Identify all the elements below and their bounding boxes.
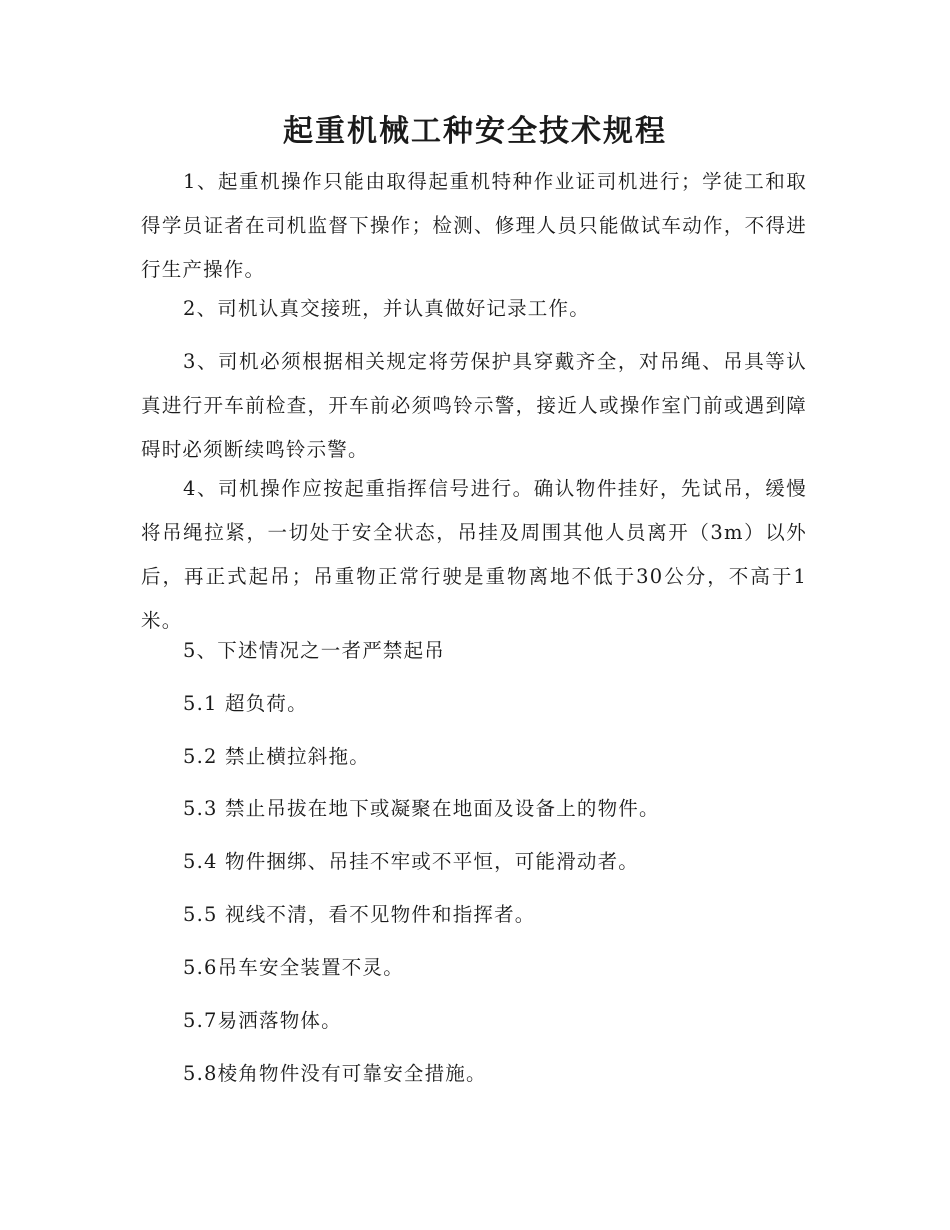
- paragraph-rule-5-5: 5.5 视线不清，看不见物件和指挥者。: [183, 903, 536, 926]
- paragraph-rule-3: 3、司机必须根据相关规定将劳保护具穿戴齐全，对吊绳、吊具等认真进行开车前检查，开车前必须鸣铃示警，接近人或操作室门前或遇到障碍时必须断续鸣铃示警。: [141, 350, 807, 461]
- paragraph-rule-4: 4、司机操作应按起重指挥信号进行。确认物件挂好，先试吊，缓慢将吊绳拉紧，一切处于安全状态，吊挂及周围其他人员离开（3m）以外后，再正式起吊；吊重物正常行驶是重物离地不低于30公分，不高于1米。: [141, 477, 807, 632]
- document-title: 起重机械工种安全技术规程: [283, 114, 667, 149]
- paragraph-rule-5-6: 5.6吊车安全装置不灵。: [183, 956, 404, 979]
- paragraph-rule-2: 2、司机认真交接班，并认真做好记录工作。: [183, 297, 590, 320]
- paragraph-rule-5: 5、下述情况之一者严禁起吊: [183, 639, 446, 662]
- paragraph-rule-5-7: 5.7易洒落物体。: [183, 1009, 342, 1032]
- paragraph-rule-5-4: 5.4 物件捆绑、吊挂不牢或不平恒，可能滑动者。: [183, 850, 640, 873]
- paragraph-rule-1: 1、起重机操作只能由取得起重机特种作业证司机进行；学徒工和取得学员证者在司机监督下操作；检测、修理人员只能做试车动作，不得进行生产操作。: [141, 170, 807, 281]
- paragraph-rule-5-2: 5.2 禁止横拉斜拖。: [183, 745, 370, 768]
- paragraph-rule-5-1: 5.1 超负荷。: [183, 692, 308, 715]
- paragraph-rule-5-3: 5.3 禁止吊拔在地下或凝聚在地面及设备上的物件。: [183, 797, 660, 820]
- paragraph-rule-5-8: 5.8棱角物件没有可靠安全措施。: [183, 1062, 487, 1085]
